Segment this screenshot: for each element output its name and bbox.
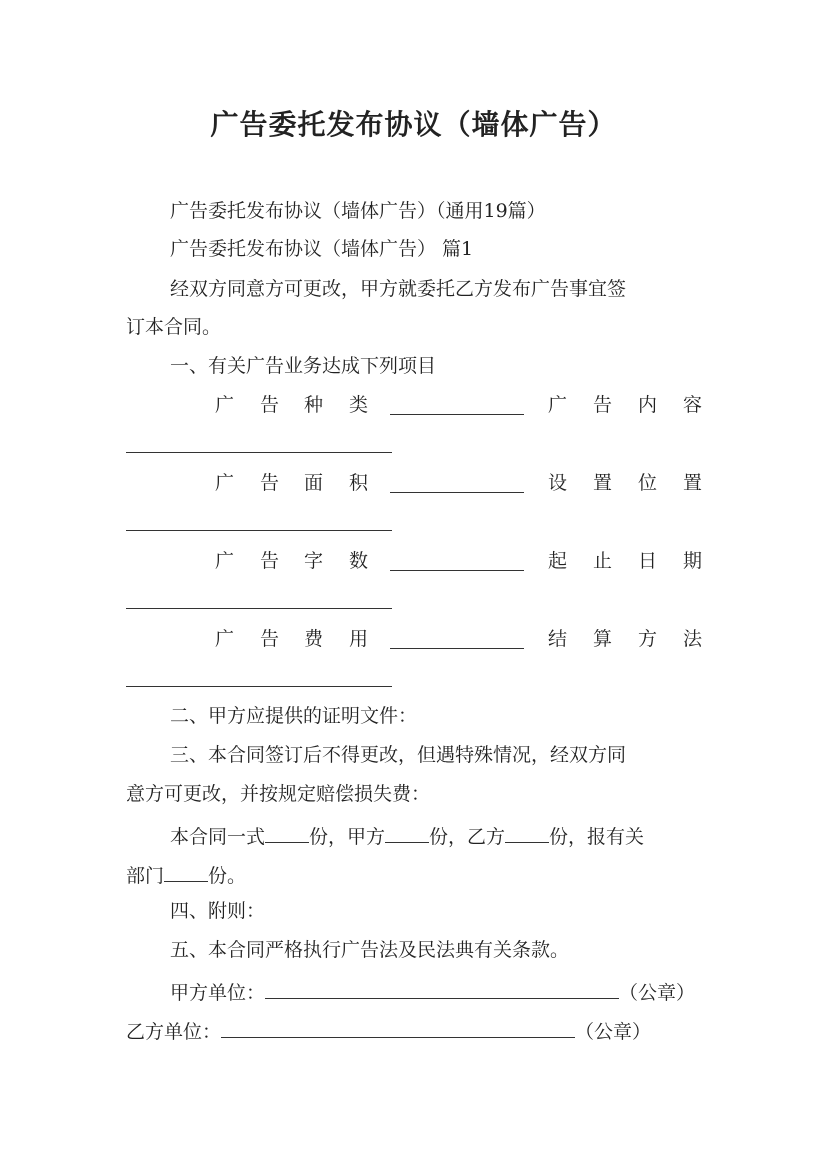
row-4-right-blank[interactable] bbox=[126, 685, 392, 687]
copies-party-b-blank[interactable] bbox=[505, 824, 549, 843]
copies-party-a-blank[interactable] bbox=[385, 824, 429, 843]
copies-text: 份。 bbox=[208, 865, 247, 887]
row-1-right-char: 告 bbox=[593, 394, 613, 416]
row-3-left-char: 数 bbox=[349, 550, 369, 572]
copies-line-2 bbox=[126, 863, 702, 886]
row-1-left-char: 广 bbox=[215, 394, 235, 416]
document-subtitle: 广告委托发布协议（墙体广告）（通用19篇） bbox=[170, 200, 546, 222]
row-1-right-char: 广 bbox=[548, 394, 568, 416]
row-2-left-blank[interactable] bbox=[390, 491, 524, 493]
row-3-left-char: 字 bbox=[304, 550, 324, 572]
party-b-seal: （公章） bbox=[575, 1021, 652, 1043]
row-4-right-char: 方 bbox=[638, 628, 658, 650]
row-3-left-blank[interactable] bbox=[390, 569, 524, 571]
row-4-right-char: 结 bbox=[548, 628, 568, 650]
section-4-heading: 四、附则： bbox=[170, 900, 266, 922]
row-2-left-char: 告 bbox=[260, 472, 280, 494]
intro-line-1: 经双方同意方可更改，甲方就委托乙方发布广告事宜签 bbox=[170, 278, 627, 300]
row-4-left-char: 广 bbox=[215, 628, 235, 650]
article-heading: 广告委托发布协议（墙体广告） 篇1 bbox=[170, 238, 474, 260]
row-4-left-blank[interactable] bbox=[390, 647, 524, 649]
copies-text: 部门 bbox=[126, 865, 165, 887]
party-a-seal: （公章） bbox=[619, 982, 696, 1004]
copies-department-blank[interactable] bbox=[164, 863, 208, 882]
party-a-line bbox=[170, 980, 702, 1003]
row-3-right-char: 期 bbox=[683, 550, 703, 572]
row-2-right-char: 位 bbox=[638, 472, 658, 494]
row-3-right-char: 止 bbox=[593, 550, 613, 572]
row-4-left-char: 用 bbox=[349, 628, 369, 650]
copies-text: 份，乙方 bbox=[429, 826, 506, 848]
intro-line-2: 订本合同。 bbox=[126, 316, 222, 338]
party-a-label: 甲方单位： bbox=[170, 982, 266, 1004]
section-2-heading: 二、甲方应提供的证明文件： bbox=[170, 705, 418, 727]
copies-text: 份，报有关 bbox=[549, 826, 645, 848]
row-1-right-char: 内 bbox=[638, 394, 658, 416]
item-row-3 bbox=[215, 552, 702, 576]
row-2-left-char: 广 bbox=[215, 472, 235, 494]
section-1-heading: 一、有关广告业务达成下列项目 bbox=[170, 355, 437, 377]
row-4-left-char: 告 bbox=[260, 628, 280, 650]
section-5-heading: 五、本合同严格执行广告法及民法典有关条款。 bbox=[170, 939, 570, 961]
copies-total-blank[interactable] bbox=[265, 824, 309, 843]
copies-line bbox=[170, 824, 702, 847]
row-3-left-char: 广 bbox=[215, 550, 235, 572]
copies-text: 本合同一式 bbox=[170, 826, 266, 848]
item-row-4 bbox=[215, 630, 702, 654]
row-1-left-char: 种 bbox=[304, 394, 324, 416]
row-1-left-blank[interactable] bbox=[390, 413, 524, 415]
row-2-right-char: 置 bbox=[593, 472, 613, 494]
row-4-right-char: 算 bbox=[593, 628, 613, 650]
row-4-left-char: 费 bbox=[304, 628, 324, 650]
row-2-right-blank[interactable] bbox=[126, 529, 392, 531]
party-a-blank[interactable] bbox=[265, 980, 619, 999]
item-row-1 bbox=[215, 396, 702, 420]
document-title: 广告委托发布协议（墙体广告） bbox=[210, 108, 617, 141]
row-3-right-blank[interactable] bbox=[126, 607, 392, 609]
section-3-line-1: 三、本合同签订后不得更改，但遇特殊情况，经双方同 bbox=[170, 744, 627, 766]
item-row-2 bbox=[215, 474, 702, 498]
party-b-line bbox=[126, 1019, 702, 1042]
row-1-left-char: 告 bbox=[260, 394, 280, 416]
row-2-right-char: 设 bbox=[548, 472, 568, 494]
row-2-left-char: 面 bbox=[304, 472, 324, 494]
party-b-label: 乙方单位： bbox=[126, 1021, 222, 1043]
row-3-left-char: 告 bbox=[260, 550, 280, 572]
party-b-blank[interactable] bbox=[221, 1019, 575, 1038]
row-3-right-char: 起 bbox=[548, 550, 568, 572]
row-1-right-blank[interactable] bbox=[126, 451, 392, 453]
section-3-line-2: 意方可更改，并按规定赔偿损失费： bbox=[126, 783, 431, 805]
row-2-right-char: 置 bbox=[683, 472, 703, 494]
row-2-left-char: 积 bbox=[349, 472, 369, 494]
row-4-right-char: 法 bbox=[683, 628, 703, 650]
copies-text: 份，甲方 bbox=[309, 826, 386, 848]
row-1-left-char: 类 bbox=[349, 394, 369, 416]
row-1-right-char: 容 bbox=[683, 394, 703, 416]
row-3-right-char: 日 bbox=[638, 550, 658, 572]
